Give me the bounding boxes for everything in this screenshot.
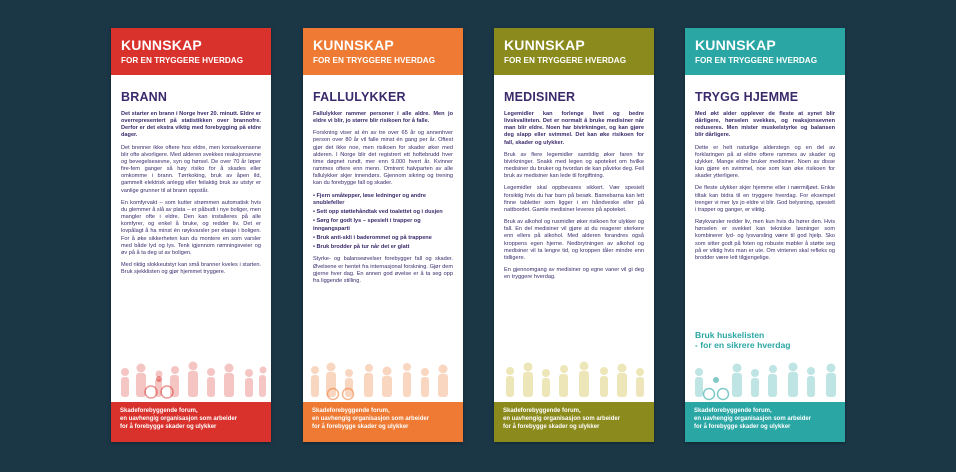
brochure-card-medisiner <box>494 28 654 442</box>
card-footer <box>494 402 654 442</box>
bullet-item: • Bruk brodder på tur når det er glatt <box>313 244 410 251</box>
card-body <box>121 90 261 380</box>
bullet-item: • Sett opp støttehåndtak ved toalettet og i dusjen <box>313 209 443 216</box>
header-title: KUNNSKAP <box>313 37 394 53</box>
bullet-item: • Bruk anti-skli i baderommet og på trappene <box>313 234 432 241</box>
footer-text: Skadeforebyggende forum, en uavhengig organisasjon som arbeider for å forebygge skader og ulykker <box>120 408 238 430</box>
card-title: MEDISINER <box>504 90 576 104</box>
card-header <box>111 28 271 75</box>
header-subtitle: FOR EN TRYGGERE HVERDAG <box>504 56 627 65</box>
card-title: TRYGG HJEMME <box>695 90 799 104</box>
body-paragraph: Forskning viser at én av tre over 65 år og annenhver person over 80 år vil falle minst én gang per år. Oftest gjør det ikke noe, men risikoen for skader øker med alderen. I Norge blir det registrert ett hoftebrudd hver time døgnet rundt, mer enn 9.000 hvert år. Kvinner rammes oftere enn menn. Omtrent halvparten av alle fallulykker skjer innendørs. Gjennom sikring og trening kan du forebygge fall og skader. <box>313 130 453 187</box>
body-paragraph: Dette er helt naturlige alderstegn og en del av forklaringen på at eldre oftere rammes av skader og ulykker. Mange eldre bruker medisiner. Noen av disse kan gjøre en svimmel, noe som kan øke risikoen for skader ytterligere. <box>695 144 835 180</box>
header-title: KUNNSKAP <box>695 37 776 53</box>
header-title: KUNNSKAP <box>121 37 202 53</box>
header-subtitle: FOR EN TRYGGERE HVERDAG <box>313 56 436 65</box>
body-paragraph: Med riktig slokkeutstyr kan små branner kveles i starten. Bruk sjekklisten og gjør hjemmet tryggere. <box>121 261 261 276</box>
card-body <box>313 90 453 380</box>
lead-paragraph: Legemidler kan forlenge livet og bedre livskvaliteten. Det er normalt å bruke medisiner når man blir eldre. Noen har bivirkninger, og kan gjøre deg slapp eller svimmel. Det kan øke risikoen for fall, skader og ulykker. <box>504 111 644 146</box>
checklist-callout: Bruk huskelisten - for en sikrere hverdag <box>695 330 791 351</box>
footer-text: Skadeforebyggende forum, en uavhengig organisasjon som arbeider for å forebygge skader og ulykker <box>312 408 430 430</box>
bullet-list <box>313 193 453 252</box>
card-body <box>695 90 835 326</box>
lead-paragraph: Det starter en brann i Norge hver 20. minutt. Eldre er overrepresentert på statistikken over brannofre. Derfor er det ekstra viktig med forebygging på eldre dager. <box>121 111 261 139</box>
card-footer <box>111 402 271 442</box>
bullet-item: • Fjern småtepper, løse ledninger og andre snublefeller <box>313 192 426 206</box>
body-paragraph: Styrke- og balanseøvelser forebygger fall og skader. Øvelsene er hentet fra internasjonal forskning. Gjør dem gjerne hver dag. En annen god øvelse er å ta seg opp fra liggende stilling. <box>313 256 453 284</box>
brochure-card-trygg-hjemme <box>685 28 845 442</box>
card-footer <box>685 402 845 442</box>
brochure-card-fallulykker <box>303 28 463 442</box>
body-paragraph: Bruk av alkohol og rusmidler øker risikoen for ulykker og fall. En del medisiner vil gjøre at du reagerer sterkere enn ellers på alkohol. Med alderen forandres også kroppens egen hjerne. Nedbrytningen av alkohol og medisiner vil ta lengre tid, og kroppen tåler mindre enn tidligere. <box>504 219 644 261</box>
footer-text: Skadeforebyggende forum, en uavhengig organisasjon som arbeider for å forebygge skader og ulykker <box>503 408 621 430</box>
body-paragraph: De fleste ulykker skjer hjemme eller i nærmiljøet. Enkle tiltak kan bidra til en tryggere hverdag. For eksempel trenger vi mer lys jo eldre vi blir. God belysning, spesielt i trapper og ganger, er viktig. <box>695 185 835 213</box>
card-footer <box>303 402 463 442</box>
card-title: FALLULYKKER <box>313 90 406 104</box>
body-paragraph: En komfyrvakt – som kutter strømmen automatisk hvis du glemmer å slå av plata – er påbudt i nye boliger, men mangler ofte i eldre. Den kan installeres på alle komfyrer, og enkel å bruke, og redder liv. Det er lovpålagt å ha minst én røykvarsler per etasje i boligen. For å øke sikkerheten kan du montere en som varsler med både lyd og lys. Tenk igjennom rømningsveier og øv på å ta deg ut av boligen. <box>121 199 261 256</box>
card-header <box>303 28 463 75</box>
body-paragraph: Bruk av flere legemidler samtidig øker faren for bivirkninger. Snakk med legen og apoteket om hvilke medisiner du bruker og hvordan de kan påvirke deg. Feil bruk av medisiner kan lede til forgiftning. <box>504 151 644 180</box>
body-paragraph: Legemidler skal oppbevares sikkert. Vær spesielt forsiktig hvis du har barn på besøk. Barnebarna kan lett finne tabletter som ligger i en håndveske eller på nattbordet. Gamle medisiner leveres på apoteket. <box>504 185 644 213</box>
body-paragraph: Det brenner ikke oftere hos eldre, men konsekvensene blir ofte alvorligere. Med alderen svekkes reaksjonsevne og bevegelsesevne, syn og hørsel. De over 70 år løper fire-fem ganger så høy risiko for å skades eller omkomme i brann. Tørrkoking, bruk av åpen ild, gammelt elektrisk anlegg eller feilaktig bruk av utstyr er vanlige grunner til at brann oppstår. <box>121 144 261 194</box>
card-title: BRANN <box>121 90 168 104</box>
card-header <box>685 28 845 75</box>
header-subtitle: FOR EN TRYGGERE HVERDAG <box>121 56 244 65</box>
lead-paragraph: Fallulykker rammer personer i alle aldre. Men jo eldre vi blir, jo større blir risikoen for å falle. <box>313 111 453 125</box>
card-header <box>494 28 654 75</box>
header-title: KUNNSKAP <box>504 37 585 53</box>
header-subtitle: FOR EN TRYGGERE HVERDAG <box>695 56 818 65</box>
brochure-card-brann <box>111 28 271 442</box>
body-paragraph: Røykvarsler redder liv, men kun hvis du hører den. Hvis hørselen er svekket kan tekniske løsninger som kombinerer lyd- og lysvarsling være til god hjelp. Sko som sitter godt på foten og robuste møbler å støtte seg på er viktig hvis man er ute. Om vinteren skal refleks og brodder være lett tilgjengelige. <box>695 219 835 261</box>
card-body <box>504 90 644 380</box>
footer-text: Skadeforebyggende forum, en uavhengig organisasjon som arbeider for å forebygge skader og ulykker <box>694 408 812 430</box>
lead-paragraph: Med økt alder opplever de fleste at synet blir dårligere, hørselen svekkes, og reaksjonsevnen reduseres. Men mister muskelstyrke og balansen blir dårligere. <box>695 111 835 139</box>
bullet-item: • Sørg for godt lys – spesielt i trapper og inngangsparti <box>313 218 421 232</box>
body-paragraph: En gjennomgang av medisiner og egne vaner vil gi deg en tryggere hverdag. <box>504 266 644 281</box>
